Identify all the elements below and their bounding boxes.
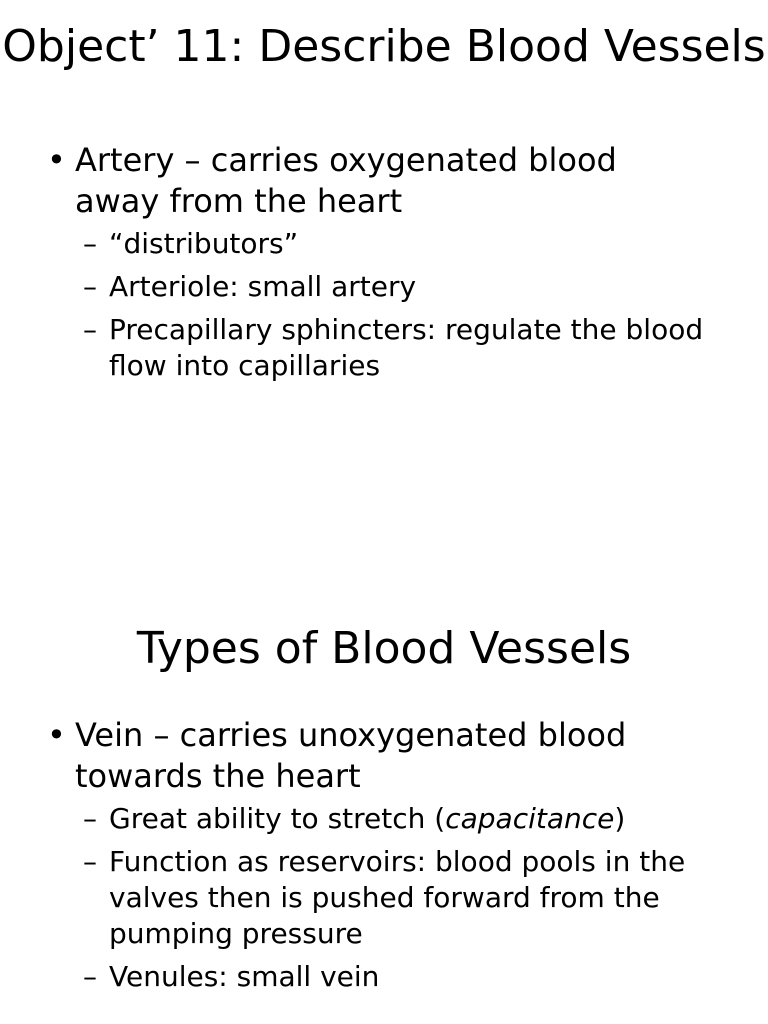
sub-bullet-venules (75, 959, 728, 995)
bullet-artery (0, 140, 768, 222)
sub-bullet-text: Precapillary sphincters: regulate the blood flow into capillaries (109, 313, 704, 382)
sub-bullet-text: Function as reservoirs: blood pools in the valves then is pushed forward from the pumping pressure (109, 845, 686, 950)
bullet-marker: • (47, 716, 66, 754)
bullet-vein (0, 715, 768, 797)
slide-title: Object’ 11: Describe Blood Vessels (2, 21, 766, 72)
slide-title: Types of Blood Vessels (136, 623, 632, 674)
sub-bullet-distributors (75, 226, 728, 262)
dash-marker: – (83, 227, 97, 260)
sub-bullet-arteriole (75, 269, 728, 305)
sub-bullet-text-prefix: Great ability to stretch ( (109, 802, 446, 835)
bullet-marker: • (47, 141, 66, 179)
dash-marker: – (83, 802, 97, 835)
dash-marker: – (83, 313, 97, 346)
dash-marker: – (83, 270, 97, 303)
bullet-text: Artery – carries oxygenated blood away from the heart (75, 141, 617, 220)
sub-bullet-list (75, 801, 728, 995)
sub-bullet-list (75, 226, 728, 384)
sub-bullet-text: “distributors” (109, 227, 299, 260)
sub-bullet-text-italic: capacitance (445, 802, 615, 835)
dash-marker: – (83, 960, 97, 993)
sub-bullet-capacitance (75, 801, 728, 837)
sub-bullet-text: Arteriole: small artery (109, 270, 417, 303)
sub-list-container (0, 801, 768, 995)
bullet-list (0, 140, 768, 391)
sub-bullet-text-suffix: ) (614, 802, 626, 835)
sub-bullet-precapillary (75, 312, 728, 384)
bullet-text: Vein – carries unoxygenated blood towards the heart (75, 716, 627, 795)
sub-bullet-text: Venules: small vein (109, 960, 380, 993)
sub-list-container (0, 226, 768, 384)
sub-bullet-reservoirs (75, 844, 728, 952)
slide-bottom (0, 512, 768, 1024)
dash-marker: – (83, 845, 97, 878)
bullet-list (0, 715, 768, 1002)
